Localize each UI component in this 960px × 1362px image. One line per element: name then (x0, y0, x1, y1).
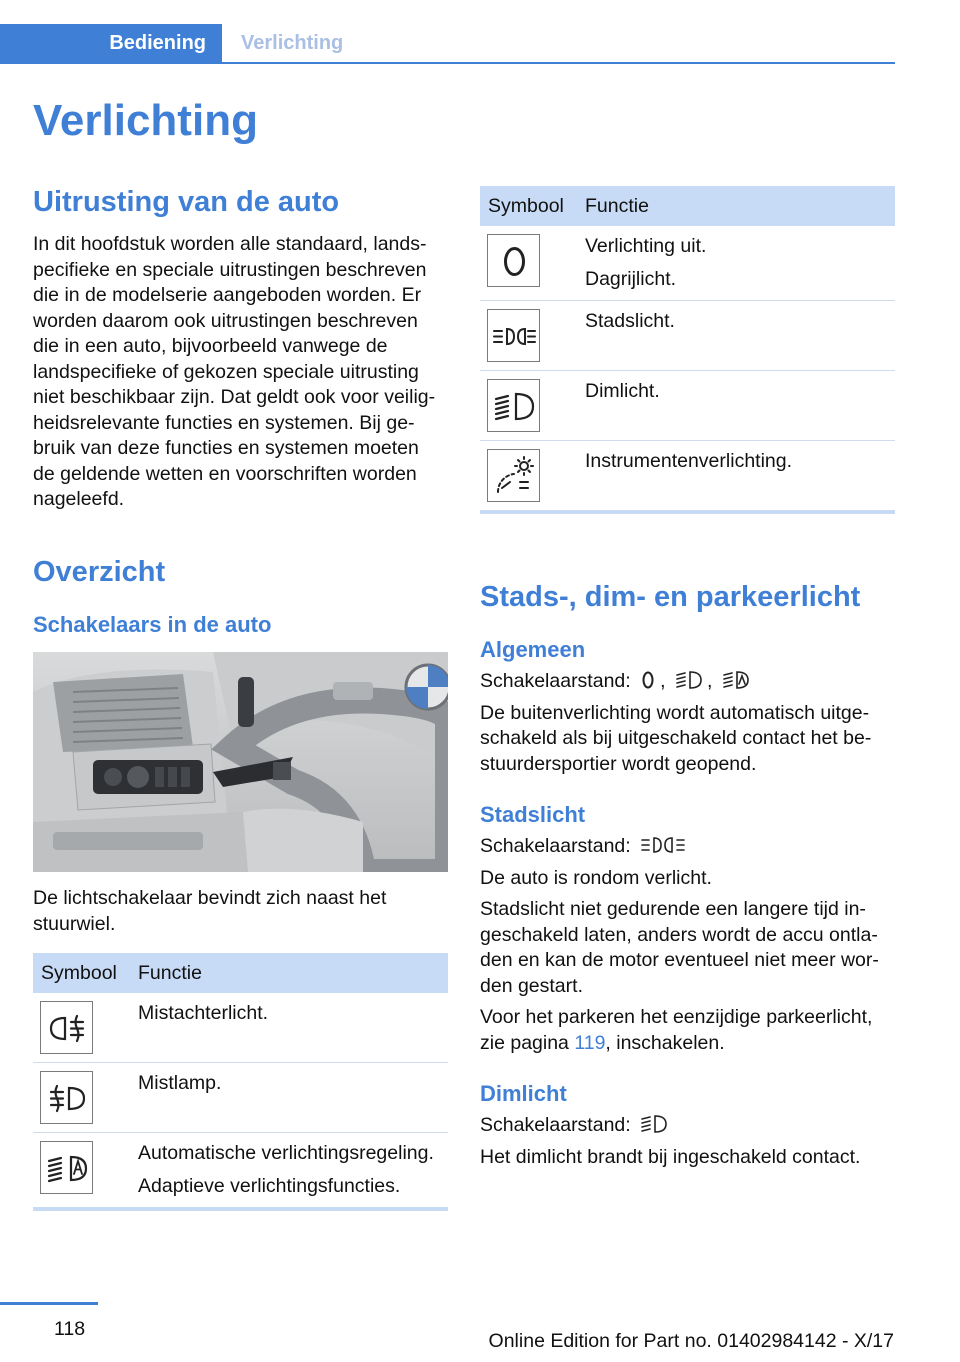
separator: , (660, 670, 666, 692)
switch-position-line (480, 669, 871, 695)
function-text: Stadslicht. (585, 310, 675, 332)
table-row (33, 1133, 448, 1210)
lights-off-zero-icon (640, 669, 656, 691)
symbol-table-left (33, 953, 448, 1211)
dimlicht-paragraph (480, 1113, 860, 1170)
intro-line: nageleefd. (33, 488, 125, 510)
stadslicht-line: Stadslicht niet gedurende een langere tijd in‐ (480, 898, 866, 920)
switch-position-line (480, 834, 879, 860)
table-row (33, 1063, 448, 1133)
section-heading-stads-dim-parkeerlicht: Stads-, dim- en parkeerlicht (480, 581, 861, 613)
intro-line: die in de modelserie aangeboden worden. Er (33, 284, 422, 306)
tab-bediening[interactable] (0, 24, 222, 62)
intro-line: pecifieke en speciale uitrustingen beschreven (33, 258, 427, 281)
header-bar (0, 24, 895, 64)
subheading-stadslicht: Stadslicht (480, 802, 586, 827)
parking-lights-icon (487, 309, 540, 362)
table-row (480, 226, 895, 301)
symbol-table-right (480, 186, 895, 514)
footer-divider (0, 1302, 98, 1305)
edition-footer: Online Edition for Part no. 01402984142 - X/17 (488, 1330, 894, 1352)
rear-fog-light-icon (40, 1001, 93, 1054)
intro-line: In dit hoofdstuk worden alle standaard, lands‐ (33, 233, 427, 255)
algemeen-line: stuurdersportier wordt geopend. (480, 752, 757, 775)
automatic-headlight-icon (722, 669, 750, 691)
reference-text: , inschakelen. (605, 1031, 725, 1054)
stadslicht-line: Voor het parkeren het eenzijdige parkeerlicht, (480, 1006, 873, 1028)
subheading-algemeen: Algemeen (480, 637, 586, 662)
lights-off-zero-icon (487, 234, 540, 287)
stadslicht-line: den gestart. (480, 974, 583, 997)
column-header-function: Functie (130, 953, 448, 993)
intro-line: die in een auto, bijvoorbeeld vanwege de (33, 335, 388, 357)
switch-label: Schakelaarstand: (480, 835, 631, 857)
parking-lights-icon (640, 834, 686, 856)
separator: , (706, 670, 713, 692)
caption-line: stuurwiel. (33, 912, 116, 935)
intro-line: de geldende wetten en voorschriften worden (33, 462, 417, 485)
stadslicht-line: den en kan de motor eventueel niet meer wor‐ (480, 949, 879, 971)
low-beam-icon (675, 669, 703, 691)
photo-caption (33, 886, 386, 937)
intro-line: landspecifieke of gekozen speciale uitrusting (33, 360, 419, 383)
switch-label: Schakelaarstand: (480, 1114, 631, 1136)
section-heading-uitrusting: Uitrusting van de auto (33, 186, 340, 218)
algemeen-line: De buitenverlichting wordt automatisch uitge‐ (480, 701, 870, 724)
instrument-lighting-icon (487, 449, 540, 502)
stadslicht-reference-line (480, 1031, 879, 1057)
tab-verlichting[interactable]: Verlichting (241, 32, 344, 54)
page-number: 118 (54, 1318, 86, 1340)
table-row (33, 993, 448, 1063)
dashboard-photo (33, 652, 448, 872)
page-title: Verlichting (33, 96, 258, 145)
front-fog-light-icon (40, 1071, 93, 1124)
subheading-dimlicht: Dimlicht (480, 1081, 567, 1106)
section-heading-overzicht: Overzicht (33, 556, 166, 588)
function-text: Dagrijlicht. (585, 268, 677, 290)
function-text: Dimlicht. (585, 380, 660, 402)
intro-paragraph (33, 232, 435, 513)
intro-line: niet beschikbaar zijn. Dat geldt ook voor veilig‐ (33, 386, 436, 408)
algemeen-line: schakeld als bij uitgeschakeld contact het be‐ (480, 727, 872, 749)
switch-label: Schakelaarstand: (480, 670, 631, 692)
function-text: Automatische verlichtingsregeling. (138, 1142, 434, 1164)
table-row (480, 301, 895, 371)
low-beam-icon (640, 1113, 668, 1135)
dimlicht-line: Het dimlicht brandt bij ingeschakeld contact. (480, 1145, 861, 1168)
column-header-symbol: Symbool (480, 186, 577, 226)
table-row (480, 371, 895, 441)
table-row (480, 441, 895, 513)
switch-position-line (480, 1113, 860, 1139)
subheading-schakelaars: Schakelaars in de auto (33, 612, 272, 637)
algemeen-paragraph (480, 669, 871, 777)
function-text: Verlichting uit. (585, 235, 707, 257)
stadslicht-line: De auto is rondom verlicht. (480, 866, 712, 889)
page-reference-link[interactable]: 119 (574, 1031, 606, 1054)
function-text: Instrumentenverlichting. (585, 450, 793, 472)
intro-line: bruik van deze functies en systemen moeten (33, 437, 419, 459)
function-text: Mistachterlicht. (138, 1002, 269, 1024)
stadslicht-line: geschakeld laten, anders wordt de accu ontla‐ (480, 923, 878, 946)
function-text: Adaptieve verlichtingsfuncties. (138, 1175, 401, 1197)
reference-text: zie pagina (480, 1031, 575, 1054)
intro-line: worden daarom ook uitrustingen beschreven (33, 309, 418, 332)
low-beam-icon (487, 379, 540, 432)
column-header-function: Functie (577, 186, 895, 226)
automatic-headlight-icon (40, 1141, 93, 1194)
function-text: Mistlamp. (138, 1072, 222, 1094)
stadslicht-paragraph (480, 834, 879, 1056)
caption-line: De lichtschakelaar bevindt zich naast het (33, 887, 387, 909)
column-header-symbol: Symbool (33, 953, 130, 993)
intro-line: heidsrelevante functies en systemen. Bij ge‐ (33, 411, 415, 434)
tab-bediening-label: Bediening (109, 32, 206, 54)
